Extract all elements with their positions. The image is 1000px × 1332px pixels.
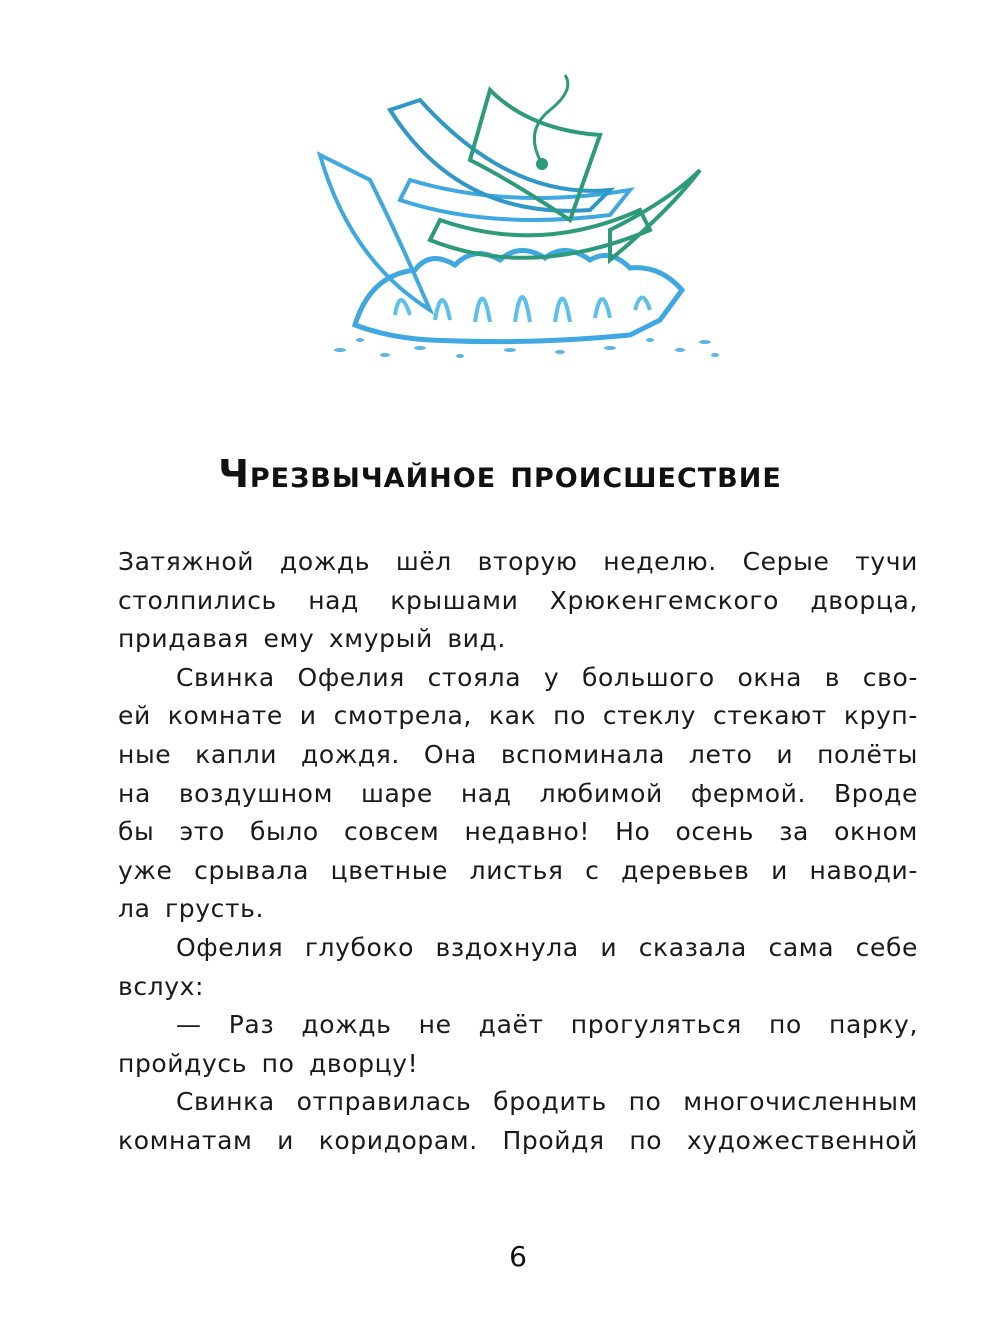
- text-line: ные капли дождя. Она вспоминала лето и полёты: [118, 739, 918, 769]
- body-text: [118, 543, 918, 1161]
- text-line: Свинка отправилась бродить по многочисленным: [176, 1087, 918, 1117]
- text-line: уже срывала цветные листья с деревьев и наводи-: [118, 855, 918, 885]
- chapter-title: Чрезвычайное происшествие: [218, 452, 782, 496]
- text-line: ей комнате и смотрела, как по стеклу стекают круп-: [118, 701, 918, 731]
- text-line: — Раз дождь не даёт прогуляться по парку,: [176, 1010, 918, 1040]
- text-line: Затяжной дождь шёл вторую неделю. Серые тучи: [118, 547, 918, 576]
- text-line: придавая ему хмурый вид.: [118, 624, 506, 654]
- page-number: 6: [509, 1240, 527, 1273]
- text-line: столпились над крышами Хрюкенгемского дворца,: [118, 585, 918, 615]
- text-line: комнатам и коридорам. Пройдя по художественной: [118, 1125, 918, 1155]
- text-line: Офелия глубоко вздохнула и сказала сама себе: [176, 932, 918, 962]
- text-line: пройдусь по дворцу!: [118, 1048, 419, 1078]
- text-line: бы это было совсем недавно! Но осень за окном: [118, 817, 918, 847]
- broken-crown-cake-illustration-icon: [310, 60, 730, 370]
- text-line: Свинка Офелия стояла у большого окна в сво-: [176, 662, 918, 692]
- text-line: на воздушном шаре над любимой фермой. Вроде: [118, 778, 918, 808]
- text-line: ла грусть.: [118, 894, 265, 924]
- text-line: вслух:: [118, 971, 205, 1001]
